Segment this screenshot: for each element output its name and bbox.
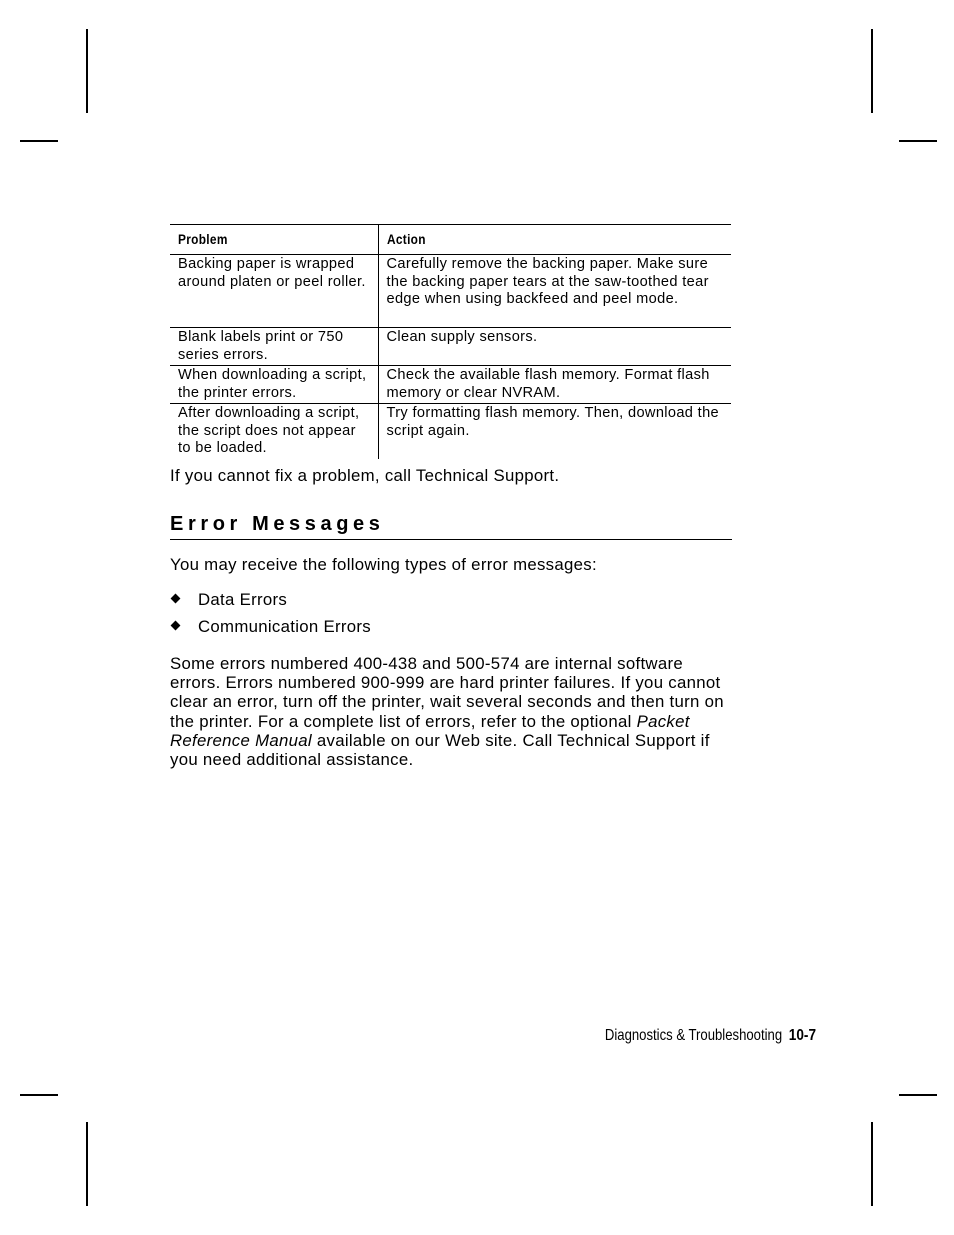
- problem-cell: Backing paper is wrapped around platen or peel roller.: [170, 255, 378, 328]
- crop-mark: [899, 140, 937, 142]
- action-cell: Carefully remove the backing paper. Make sure the backing paper tears at the saw-toothed tear edge when using backfeed and peel mode.: [378, 255, 731, 328]
- error-description-paragraph: [170, 654, 732, 769]
- paragraph-text: Some errors numbered 400-438 and 500-574 are internal software errors. Errors numbered 900-999 are hard printer failures. If you cannot clear an error, turn off the printer, wait several seconds and then turn on the printer. For a complete list of errors, refer to the optional: [170, 654, 724, 731]
- problem-cell: When downloading a script, the printer errors.: [170, 366, 378, 404]
- support-note: If you cannot fix a problem, call Technical Support.: [170, 466, 560, 485]
- table-row: [170, 366, 731, 404]
- crop-mark: [20, 140, 58, 142]
- column-header-action: Action: [378, 225, 731, 255]
- action-cell: Check the available flash memory. Format flash memory or clear NVRAM.: [378, 366, 731, 404]
- page-footer: [566, 1027, 816, 1045]
- footer-chapter-title: Diagnostics & Troubleshooting: [604, 1027, 782, 1044]
- list-item-label: Data Errors: [198, 590, 288, 609]
- crop-mark: [86, 1122, 88, 1206]
- column-header-problem: Problem: [170, 225, 378, 255]
- crop-mark: [20, 1094, 58, 1096]
- action-cell: Try formatting flash memory. Then, download the script again.: [378, 404, 731, 459]
- list-item: [170, 590, 371, 617]
- problem-cell: Blank labels print or 750 series errors.: [170, 328, 378, 366]
- troubleshooting-table: [170, 224, 731, 459]
- problem-cell: After downloading a script, the script does not appear to be loaded.: [178, 405, 360, 456]
- list-item: [170, 617, 371, 644]
- manual-title: Packet Reference Manual: [170, 711, 690, 750]
- crop-mark: [871, 29, 873, 113]
- crop-mark: [871, 1122, 873, 1206]
- table-row: [170, 328, 731, 366]
- action-cell: Clean supply sensors.: [378, 328, 731, 366]
- table-row: [170, 255, 731, 328]
- section-heading: Error Messages: [170, 513, 732, 540]
- table-header-row: [170, 225, 731, 255]
- page-number: 10-7: [788, 1027, 816, 1044]
- list-item-label: Communication Errors: [198, 617, 371, 636]
- error-type-list: [170, 590, 371, 644]
- paragraph-text: available on our Web site. Call Technical Support if you need additional assistance.: [170, 730, 710, 770]
- crop-mark: [899, 1094, 937, 1096]
- diamond-bullet-icon: [171, 594, 181, 604]
- table-row: [170, 404, 731, 459]
- section-intro: You may receive the following types of error messages:: [170, 555, 597, 574]
- crop-mark: [86, 29, 88, 113]
- diamond-bullet-icon: [171, 621, 181, 631]
